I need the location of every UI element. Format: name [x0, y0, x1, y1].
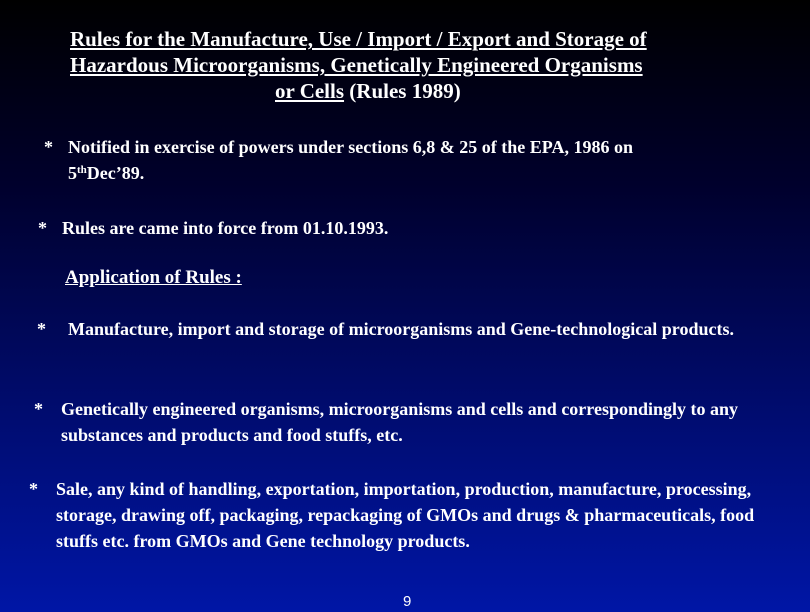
application-text: Genetically engineered organisms, microorganisms and cells and correspondingly to any substances and products and food stuffs, etc. [61, 399, 739, 445]
application-item [37, 316, 797, 342]
page-number: 9 [403, 593, 412, 610]
title-line-2: Hazardous Microorganisms, Genetically Engineered Organisms [70, 53, 643, 77]
title-line-3-rest: (Rules 1989) [344, 79, 461, 103]
title-line-3 [70, 78, 740, 104]
bullet-marker: * [29, 479, 38, 499]
application-item [29, 476, 789, 554]
application-item [34, 396, 774, 448]
notified-line-1: Notified in exercise of powers under sections 6,8 & 25 of the EPA, 1986 on [68, 137, 633, 157]
in-force-text: Rules are came into force from 01.10.1993. [62, 218, 389, 238]
bullet-marker: * [37, 319, 46, 339]
title-line-3-underlined: or Cells [275, 79, 345, 103]
notified-text [68, 134, 784, 186]
application-text: Sale, any kind of handling, exportation, importation, production, manufacture, processing, storage, drawing off, packaging, repackaging of GMOs and drugs & pharmaceuticals, food stuffs etc. from GMOs and Gene technology products. [56, 479, 755, 551]
bullet-marker: * [38, 218, 47, 238]
notified-day-suffix: th [77, 164, 87, 176]
title-line-1: Rules for the Manufacture, Use / Import / Export and Storage of [70, 27, 647, 51]
bullet-in-force [38, 215, 778, 241]
bullet-marker: * [34, 399, 43, 419]
notified-day: 5 [68, 163, 77, 183]
application-heading: Application of Rules : [65, 267, 242, 288]
application-text: Manufacture, import and storage of microorganisms and Gene-technological products. [68, 319, 734, 339]
bullet-notified [44, 134, 784, 186]
notified-month-year: Dec’89. [86, 163, 145, 183]
bullet-marker: * [44, 137, 53, 157]
slide-title [70, 26, 740, 104]
